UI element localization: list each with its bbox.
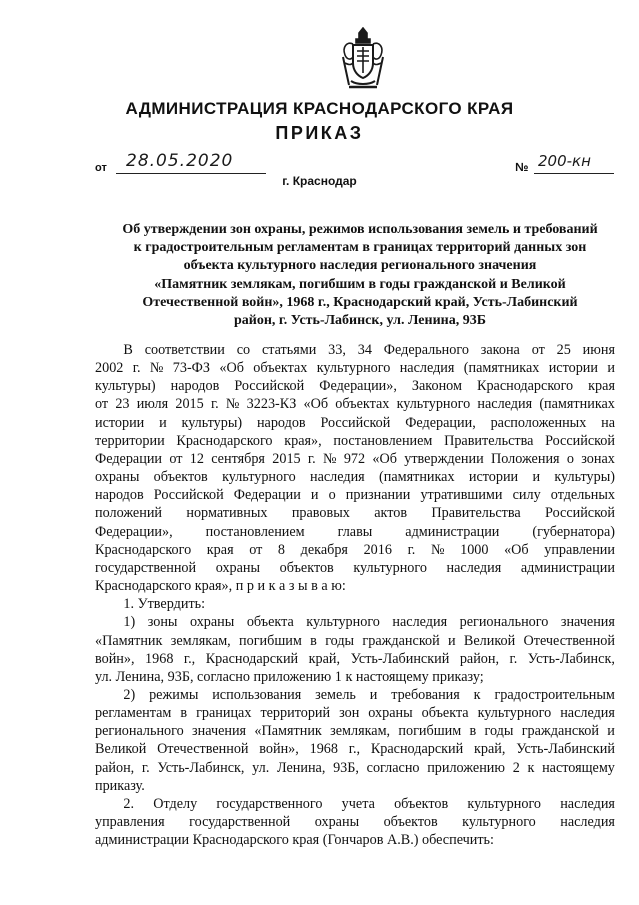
body-line: Краснодарского края от 8 декабря 2016 г. № 1000 «Об управлении xyxy=(95,541,615,558)
body-line: регламентам в границах территорий зон охраны объекта культурного наследия xyxy=(95,705,615,722)
body-line: приказу. xyxy=(95,777,145,794)
body-line: Федерации», постановлением главы администрации (губернатора) xyxy=(95,523,615,540)
title-line: к градостроительным регламентам в границах территорий данных зон xyxy=(133,240,587,256)
number-field: 200-кн xyxy=(534,148,614,174)
body-line: истории и культуры) народов Российской Федерации, расположенных на xyxy=(95,414,615,431)
body-line: от 23 июля 2015 г. № 3223-КЗ «Об объектах культурного наследия (памятниках xyxy=(95,396,615,413)
title-line: район, г. Усть-Лабинск, ул. Ленина, 93Б xyxy=(234,313,486,329)
title-line: Отечественной войн», 1968 г., Краснодарский край, Усть-Лабинский xyxy=(142,294,578,310)
document-type: ПРИКАЗ xyxy=(275,123,364,143)
body-line: государственной охраны объектов культурного наследия администрации xyxy=(95,559,615,576)
body-line: управления государственной охраны объектов культурного наследия xyxy=(95,814,615,831)
body-line: Федерации от 12 сентября 2015 г. № 972 «Об утверждении Положения о зонах xyxy=(95,450,615,467)
body-line: 1. Утвердить: xyxy=(95,596,206,613)
body-line: 2. Отделу государственного учета объектов культурного наследия xyxy=(95,795,615,812)
body-line: культуры) народов Российской Федерации», Законом Краснодарского края xyxy=(95,378,615,395)
body-line: территории Краснодарского края», постановлением Правительства Российской xyxy=(95,432,615,449)
body-line: Краснодарского края», п р и к а з ы в а ю: xyxy=(95,578,346,595)
date-field: 28.05.2020 xyxy=(116,148,266,174)
date-label: от xyxy=(95,162,107,174)
city: г. Краснодар xyxy=(282,174,357,188)
title-line: объекта культурного наследия регионального значения xyxy=(183,258,537,274)
body-line: положений нормативных правовых актов Правительства Российской xyxy=(95,505,615,522)
body-line: 1) зоны охраны объекта культурного наследия регионального значения xyxy=(95,614,615,631)
body-line: народов Российской Федерации и о признании утратившими силу отдельных xyxy=(95,487,615,504)
body-line: Великой Отечественной войн», 1968 г., Краснодарский край, Усть-Лабинский xyxy=(95,741,615,758)
body-line: В соответствии со статьями 33, 34 Федерального закона от 25 июня xyxy=(95,342,615,358)
body-line: администрации Краснодарского края (Гончаров А.В.) обеспечить: xyxy=(95,832,494,849)
body-line: ул. Ленина, 93Б, согласно приложению 1 к настоящему приказу; xyxy=(95,668,484,685)
number-label: № xyxy=(515,160,529,174)
title-line: «Памятник землякам, погибшим в годы гражданской и Великой xyxy=(154,276,566,292)
document-body xyxy=(95,341,615,849)
organization-name: АДМИНИСТРАЦИЯ КРАСНОДАРСКОГО КРАЯ xyxy=(125,99,514,118)
title-line: Об утверждении зон охраны, режимов использования земель и требований xyxy=(122,222,598,237)
body-line: «Памятник землякам, погибшим в годы гражданской и Великой Отечественной xyxy=(95,632,615,649)
body-line: 2002 г. № 73-ФЗ «Об объектах культурного наследия (памятниках истории и xyxy=(95,360,615,377)
body-line: войн», 1968 г., Краснодарский край, Усть-Лабинский район, г. Усть-Лабинск, xyxy=(95,650,615,667)
document-title xyxy=(80,221,639,330)
body-line: охраны объектов культурного наследия (памятниках истории и культуры) xyxy=(95,469,615,486)
body-line: район, г. Усть-Лабинск, ул. Ленина, 93Б, согласно приложению 2 к настоящему xyxy=(95,759,615,776)
body-line: регионального значения «Памятник землякам, погибшим в годы гражданской и xyxy=(95,723,615,740)
body-line: 2) режимы использования земель и требования к градостроительным xyxy=(95,686,615,703)
coat-of-arms-icon xyxy=(339,27,387,91)
